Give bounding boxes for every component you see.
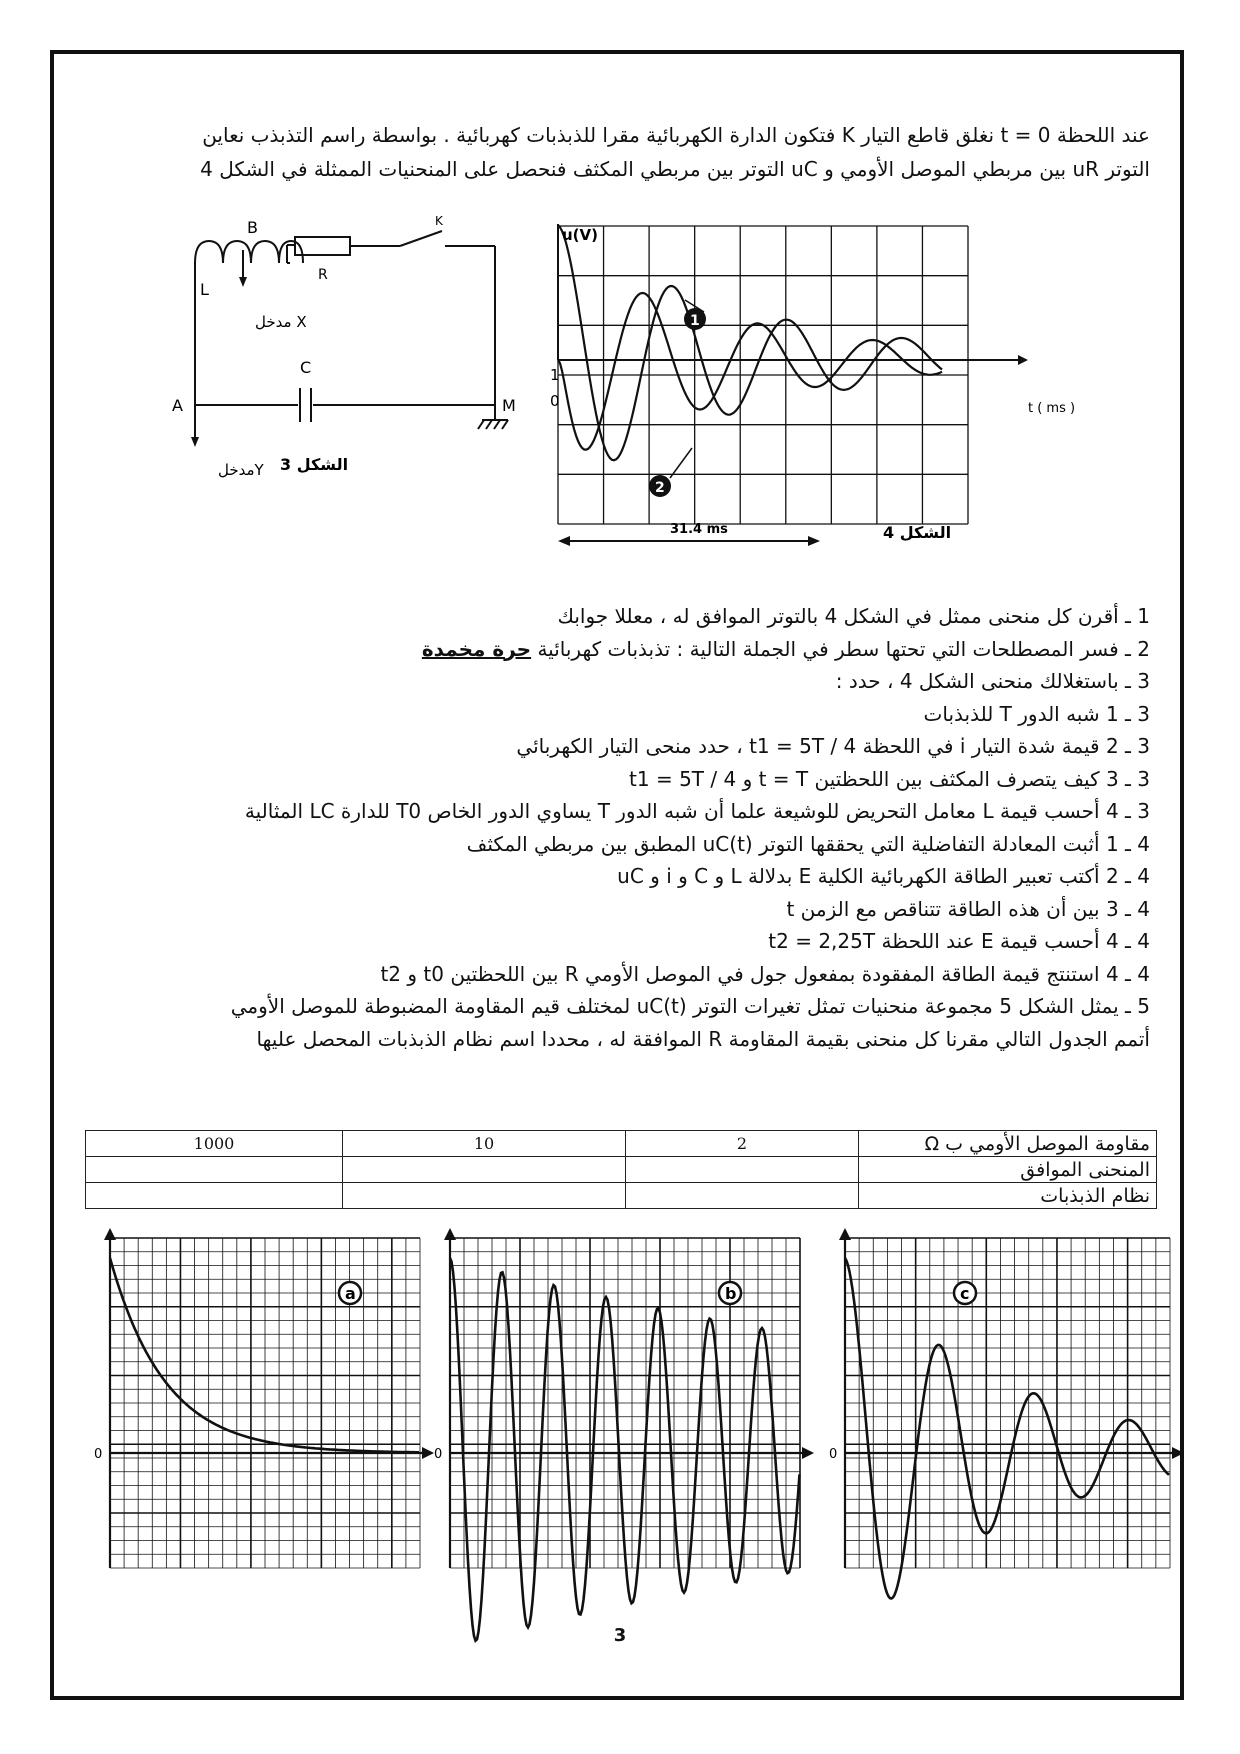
y-axis-label: u(V) (562, 226, 598, 244)
question-3-1: 3 ـ 1 شبه الدور T للذبذبات (923, 701, 1150, 726)
time-axis-arrow (1018, 355, 1028, 365)
question-3-4: 3 ـ 4 أحسب قيمة L معامل التحريض للوشيعة علما أن شبه الدور T يساوي الدور الخاص T0 للدارة LC المثالية (244, 799, 1150, 823)
tick-1-label: 1 (550, 366, 560, 384)
underlined-phrase: حرة مخمدة (421, 636, 532, 661)
time-axis-arrow (802, 1447, 814, 1459)
table-value-cell: 10 (343, 1131, 626, 1157)
question-5-instructions: أتمم الجدول التالي مقرنا كل منحنى بقيمة المقاومة R الموافقة له ، محددا اسم نظام الذبذبات المحصل عليها (256, 1026, 1150, 1051)
zero-label: 0 (94, 1447, 103, 1462)
table-row-label: نظام الذبذبات (859, 1183, 1157, 1209)
label-M: M (502, 396, 516, 415)
label-K: K (435, 214, 443, 228)
table-row (86, 1157, 1157, 1183)
curve-1-label: 1 (690, 313, 700, 329)
question-2-text: 2 ـ فسر المصطلحات التي تحتها سطر في الجملة التالية : تذبذبات كهربائية (537, 636, 1150, 661)
zero-label: 0 (829, 1447, 838, 1462)
intro-line-1: عند اللحظة t = 0 نغلق قاطع التيار K فتكون الدارة الكهربائية مقرا للذبذبات كهربائية . بواسطة راسم التذبذب نعاين (202, 123, 1150, 147)
curve-ur (558, 293, 942, 450)
label-A: A (172, 396, 183, 415)
table-empty-cell[interactable] (86, 1157, 343, 1183)
graph-grid (845, 1238, 1170, 1568)
question-3: 3 ـ باستغلالك منحنى الشكل 4 ، حدد : (835, 669, 1150, 693)
figure-5-graph-a (95, 1228, 435, 1588)
graph-grid (450, 1238, 800, 1568)
graph-grid (110, 1238, 420, 1568)
question-5: 5 ـ يمثل الشكل 5 مجموعة منحنيات تمثل تغيرات التوتر uC(t) لمختلف قيم المقاومة المضبوطة للموصل الأومي (230, 994, 1150, 1018)
question-4-2: 4 ـ 2 أكتب تعبير الطاقة الكهربائية الكلية E بدلالة L و C و i و uC (617, 864, 1150, 888)
time-axis-arrow (422, 1447, 434, 1459)
voltage-axis-arrow (839, 1228, 851, 1240)
circuit-figure-3 (160, 215, 540, 495)
figure-4-label: الشكل 4 (883, 523, 952, 542)
switch-symbol (400, 231, 442, 246)
label-R: R (318, 267, 328, 283)
uc-curve (110, 1258, 419, 1452)
voltage-axis-arrow (444, 1228, 456, 1240)
label-B: B (247, 218, 258, 237)
question-4-5: 4 ـ 4 استنتج قيمة الطاقة المفقودة بمفعول جول في الموصل الأومي R بين اللحظتين t0 و t2 (380, 961, 1150, 986)
table-row (86, 1131, 1157, 1157)
duration-label: 31.4 ms (670, 522, 728, 537)
table-empty-cell[interactable] (626, 1183, 859, 1209)
figure-3-label: الشكل 3 (280, 455, 349, 474)
input-y-label: مدخلY (218, 461, 264, 479)
question-4-1: 4 ـ 1 أثبت المعادلة التفاضلية التي يحققها التوتر uC(t) المطبق بين مربطي المكثف (466, 831, 1150, 856)
zero-label: 0 (434, 1447, 443, 1462)
table-row-label: المنحنى الموافق (859, 1157, 1157, 1183)
label-L: L (200, 280, 209, 299)
uc-curve (845, 1258, 1169, 1599)
question-4-3: 4 ـ 3 بين أن هذه الطاقة تتناقص مع الزمن t (786, 896, 1150, 921)
intro-paragraph (90, 118, 1150, 186)
table-row (86, 1183, 1157, 1209)
curve-label: b (725, 1284, 737, 1303)
table-header-cell: مقاومة الموصل الأومي ب Ω (859, 1131, 1157, 1157)
resistor-symbol (295, 237, 350, 255)
questions-list (100, 600, 1150, 1055)
page-number: 3 (613, 1625, 627, 1646)
curve-label: c (960, 1284, 970, 1303)
table-empty-cell[interactable] (343, 1183, 626, 1209)
figure-5-graph-c (830, 1228, 1190, 1588)
label-C: C (300, 358, 312, 377)
question-2 (100, 633, 1150, 666)
table-value-cell: 2 (626, 1131, 859, 1157)
figure-5-graph-b (435, 1228, 815, 1588)
table-value-cell: 1000 (86, 1131, 343, 1157)
intro-line-2: التوتر uR بين مربطي الموصل الأومي و uC التوتر بين مربطي المكثف فنحصل على المنحنيات الممثلة في الشكل 4 (200, 157, 1150, 181)
voltage-axis-arrow (104, 1228, 116, 1240)
x-axis-label: t ( ms ) (1028, 401, 1076, 416)
question-3-2: 3 ـ 2 قيمة شدة التيار i في اللحظة t1 = 5T / 4 ، حدد منحى التيار الكهربائي (516, 734, 1150, 758)
input-x-label: مدخل X (255, 313, 307, 331)
question-4-4: 4 ـ 4 أحسب قيمة E عند اللحظة t2 = 2,25T (768, 929, 1150, 953)
resistance-table (85, 1130, 1157, 1209)
curve-label: a (345, 1284, 356, 1303)
curve-2-label: 2 (655, 480, 665, 496)
table-empty-cell[interactable] (626, 1157, 859, 1183)
uc-curve (450, 1258, 800, 1641)
time-axis-arrow (1172, 1447, 1184, 1459)
question-3-3: 3 ـ 3 كيف يتصرف المكثف بين اللحظتين t = T و t1 = 5T / 4 (629, 766, 1150, 791)
question-1: 1 ـ أقرن كل منحنى ممثل في الشكل 4 بالتوتر الموافق له ، معللا جوابك (557, 604, 1150, 628)
figure-4-grid (558, 224, 1028, 524)
table-empty-cell[interactable] (343, 1157, 626, 1183)
tick-0-label: 0 (550, 392, 560, 410)
oscillogram-figure-4 (550, 222, 1080, 592)
table-empty-cell[interactable] (86, 1183, 343, 1209)
